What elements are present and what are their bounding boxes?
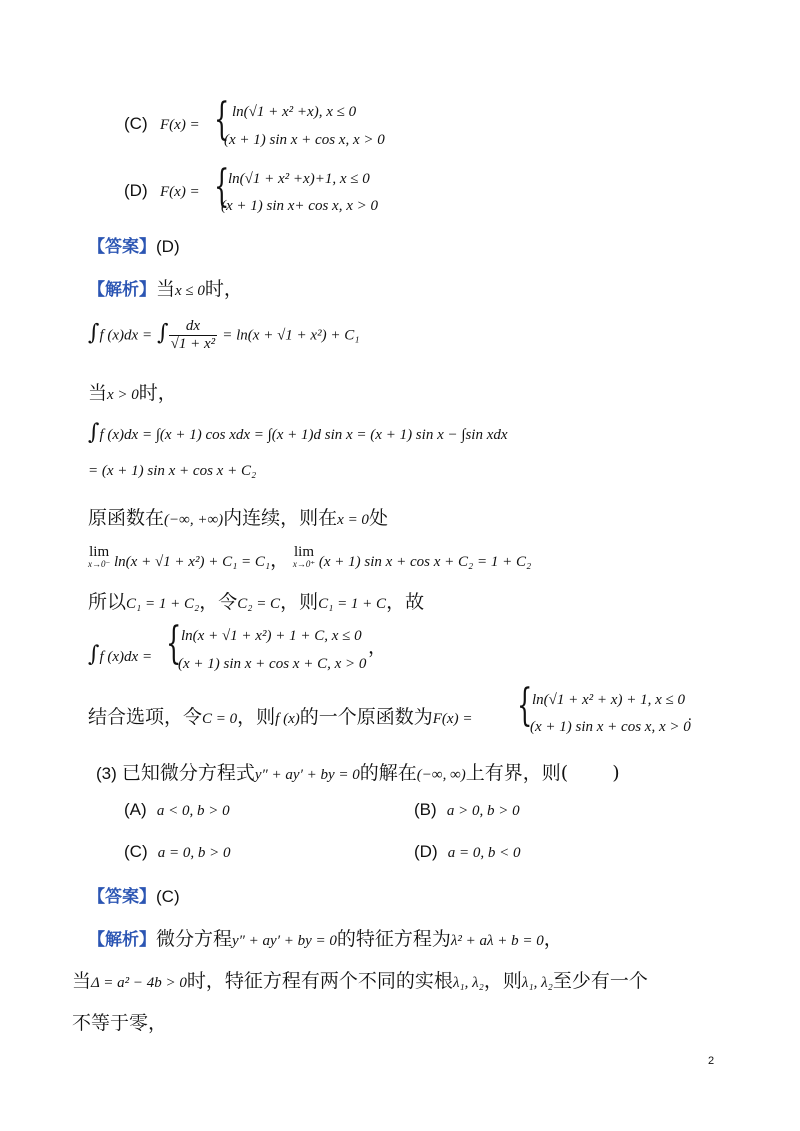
- lim-sub: x→0⁻: [88, 559, 111, 569]
- final-lhs: F(x) =: [432, 711, 473, 727]
- question-3: [96, 758, 620, 785]
- option-label: (C): [124, 842, 148, 861]
- answer-value: (D): [156, 237, 180, 256]
- eq1-fraction: [169, 318, 218, 352]
- text: 时，: [138, 382, 177, 404]
- interval: (−∞, ∞): [416, 767, 466, 783]
- interval: (−∞, +∞): [164, 512, 224, 528]
- eq1-numerator: dx: [169, 318, 218, 336]
- text: 原函数在: [88, 507, 165, 529]
- eq1-rhs: = ln(x + √1 + x²) + C₁: [222, 327, 360, 344]
- analysis-2-line-3: 不等于零，: [72, 1012, 168, 1034]
- answer-value: (C): [156, 887, 180, 906]
- eq1-denominator: √1 + x²: [170, 335, 216, 352]
- text: ): [612, 762, 620, 784]
- text: ，则: [280, 591, 319, 613]
- lim1-expr: ln(x + √1 + x²) + C₁ = C₁: [114, 554, 271, 570]
- final-tail: .: [688, 708, 692, 724]
- equation: y″ + ay′ + by = 0: [232, 933, 337, 949]
- answer-tag: 【答案】: [88, 237, 156, 257]
- text: 的特征方程为: [336, 928, 451, 950]
- limits-line: [88, 545, 531, 572]
- eq1-lhs: f (x)dx =: [99, 327, 153, 344]
- condition: x > 0: [107, 387, 139, 403]
- text: 当: [156, 278, 176, 300]
- question-number: (3): [96, 764, 117, 783]
- text: ，令: [199, 591, 238, 613]
- eq: C₁ = 1 + C: [318, 596, 387, 612]
- eq2: f (x)dx = ∫(x + 1) cos xdx = ∫(x + 1)d sin x = (x + 1) sin x − ∫sin xdx: [99, 427, 508, 443]
- equation-4-lhs: ∫f (x)dx =: [88, 642, 153, 667]
- eq: C₂ = C: [237, 596, 281, 612]
- q3-option-c: [124, 842, 231, 862]
- eq4-case1: ln(x + √1 + x²) + 1 + C, x ≤ 0: [181, 628, 362, 644]
- option-c-label: (C): [124, 114, 148, 133]
- text: 所以: [88, 591, 127, 613]
- q3-option-b: [414, 800, 520, 820]
- option-text: a < 0, b > 0: [156, 803, 230, 819]
- answer-2: [88, 882, 180, 907]
- text: ，则: [237, 706, 276, 728]
- option-d-case2: (x + 1) sin x+ cos x, x > 0: [221, 198, 378, 214]
- eq4-brace: {: [166, 618, 182, 669]
- option-text: a = 0, b > 0: [157, 845, 231, 861]
- continuity-line: [88, 503, 388, 530]
- eq: C₁ = 1 + C₂: [126, 596, 200, 612]
- text: ，故: [386, 591, 425, 613]
- text: 处: [368, 507, 388, 529]
- text: 上有界，则(: [465, 762, 569, 784]
- text: 微分方程: [156, 928, 233, 950]
- lim-word: lim: [89, 544, 110, 560]
- limit-2: [293, 545, 315, 569]
- text: ，则: [483, 970, 522, 992]
- text: 结合选项，令: [88, 706, 203, 728]
- eq4-lhs: f (x)dx =: [99, 649, 153, 665]
- option-text: a = 0, b < 0: [447, 845, 521, 861]
- option-c-case2: (x + 1) sin x + cos x, x > 0: [224, 132, 385, 148]
- text: 的一个原函数为: [299, 706, 433, 728]
- final-case2: (x + 1) sin x + cos x, x > 0: [530, 719, 691, 735]
- option-label: (A): [124, 800, 147, 819]
- option-label: (B): [414, 800, 437, 819]
- option-d-lhs: F(x) =: [160, 184, 200, 200]
- separator: ，: [270, 549, 290, 571]
- equation-2: ∫f (x)dx = ∫(x + 1) cos xdx = ∫(x + 1)d sin x = (x + 1) sin x − ∫sin xdx: [88, 420, 508, 445]
- option-c-lhs: F(x) =: [160, 117, 200, 133]
- condition: x ≤ 0: [175, 283, 205, 299]
- eq4-tail: ，: [368, 636, 388, 658]
- lim-sub: x→0⁺: [292, 559, 316, 569]
- option-label: (D): [414, 842, 438, 861]
- equation-3: = (x + 1) sin x + cos x + C₂: [88, 463, 257, 479]
- so-line: [88, 587, 424, 614]
- analysis-1-intro: [88, 274, 243, 301]
- text: 时，特征方程有两个不同的实根: [186, 970, 453, 992]
- text: 内连续，则在: [223, 507, 338, 529]
- option-d-case1: ln(√1 + x² +x)+1, x ≤ 0: [228, 171, 370, 187]
- final-case1: ln(√1 + x² + x) + 1, x ≤ 0: [532, 692, 685, 708]
- equation-1: ∫f (x)dx = ∫ $\frac{dx}{\text{√1 + x²}}$ = ln(x + √1 + x²) + C₁: [88, 318, 360, 352]
- option-d-brace: {: [214, 161, 230, 212]
- analysis-2-line-1: [88, 924, 563, 951]
- roots: λ₁, λ₂: [452, 975, 484, 991]
- lim2-expr: (x + 1) sin x + cos x + C₂ = 1 + C₂: [318, 554, 532, 570]
- text: ，: [543, 928, 563, 950]
- option-text: a > 0, b > 0: [446, 803, 520, 819]
- text: 至少有一个: [552, 970, 648, 992]
- char-equation: λ² + aλ + b = 0: [450, 933, 544, 949]
- option-c-brace: {: [214, 94, 230, 145]
- text: 当: [72, 970, 92, 992]
- text: 的解在: [359, 762, 417, 784]
- text: 时，: [204, 278, 243, 300]
- eq4-case2: (x + 1) sin x + cos x + C, x > 0: [178, 656, 367, 672]
- q3-option-d: [414, 842, 521, 862]
- limit-1: [88, 545, 110, 569]
- analysis-tag: 【解析】: [88, 280, 156, 300]
- equation: y″ + ay′ + by = 0: [254, 767, 360, 783]
- discriminant: Δ = a² − 4b > 0: [91, 975, 187, 991]
- final-brace: {: [517, 680, 533, 731]
- roots: λ₁, λ₂: [521, 975, 553, 991]
- lim-word: lim: [294, 544, 315, 560]
- q3-option-a: [124, 800, 230, 820]
- point: x = 0: [337, 512, 369, 528]
- option-d-label: (D): [124, 181, 148, 200]
- analysis-1-when: [88, 378, 177, 405]
- answer-1: [88, 232, 180, 257]
- final-line: [88, 702, 472, 729]
- f: f (x): [275, 711, 300, 727]
- page-number: 2: [708, 1055, 715, 1067]
- analysis-tag: 【解析】: [88, 930, 156, 950]
- text: 已知微分方程式: [121, 762, 255, 784]
- analysis-2-line-2: [72, 966, 648, 993]
- text: 当: [88, 382, 108, 404]
- eq: C = 0: [202, 711, 238, 727]
- option-c-case1: ln(√1 + x² +x), x ≤ 0: [232, 104, 357, 120]
- answer-tag: 【答案】: [88, 887, 156, 907]
